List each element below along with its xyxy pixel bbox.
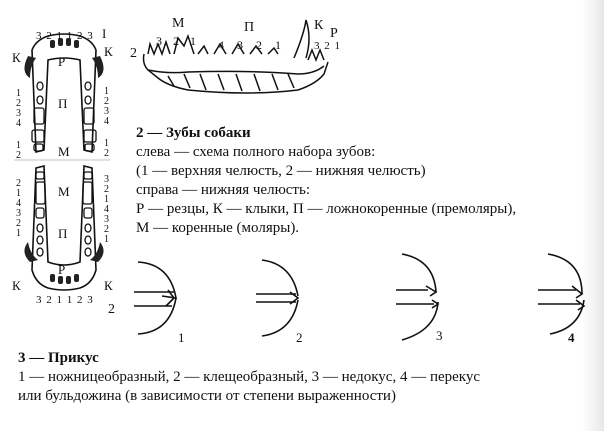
scheme-column-number: 3 xyxy=(104,106,109,117)
scheme-column-number: 1 xyxy=(104,86,109,97)
jaw-letter-k: К xyxy=(314,18,324,33)
caption-line: 1 — ножницеобразный, 2 — клещеобразный, 3 — недокус, 4 — перекус xyxy=(18,369,481,385)
scheme-k-top-left: К xyxy=(12,50,21,65)
caption-line: М — коренные (моляры). xyxy=(136,220,300,236)
bite-number-4: 4 xyxy=(568,330,575,345)
scheme-column-number: 4 xyxy=(16,118,21,129)
scheme-bottom-numbers: 3 2 1 1 2 3 xyxy=(36,294,94,306)
scheme-column-number: 1 xyxy=(104,234,109,245)
caption-line: (1 — верхняя челюсть, 2 — нижняя челюсть) xyxy=(136,163,426,179)
scheme-column-number: 2 xyxy=(16,218,21,229)
scheme-r-top: Р xyxy=(58,54,66,69)
scheme-column-number: 4 xyxy=(104,204,109,215)
figure3-title: 3 — Прикус xyxy=(18,350,99,366)
scheme-m-top: М xyxy=(58,144,70,159)
scheme-column-number: 1 xyxy=(104,194,109,205)
scheme-r-bottom: Р xyxy=(58,262,66,277)
figure2-title: 2 — Зубы собаки xyxy=(136,125,251,141)
scheme-m-bottom: М xyxy=(58,184,70,199)
jaw-letter-p: П xyxy=(244,20,255,35)
scheme-column-number: 1 xyxy=(16,188,21,199)
scheme-column-number: 4 xyxy=(16,198,21,209)
scheme-column-number: 2 xyxy=(16,178,21,189)
figure2-caption xyxy=(136,124,586,238)
figure3-caption xyxy=(18,349,588,406)
scheme-column-number: 2 xyxy=(16,98,21,109)
caption-line: Р — резцы, К — клыки, П — ложнокоренные (премоляры), xyxy=(136,201,517,217)
scheme-column-number: 1 xyxy=(16,88,21,99)
jaw-molar-numbers: 3 2 1 xyxy=(156,34,200,48)
scheme-column-number: 1 xyxy=(16,140,21,151)
jaw-letter-m: М xyxy=(172,16,185,31)
scheme-column-number: 1 xyxy=(104,138,109,149)
scheme-column-number: 2 xyxy=(104,148,109,159)
scheme-column-number: 2 xyxy=(16,150,21,161)
jaw-premolar-numbers: 4 3 2 1 xyxy=(218,38,286,52)
caption-line: слева — схема полного набора зубов: xyxy=(136,144,376,160)
scheme-column-number: 3 xyxy=(104,174,109,185)
jaw-incisor-numbers: 3 2 1 xyxy=(314,40,341,52)
bite-number-2: 2 xyxy=(296,330,303,345)
bite-number-3: 3 xyxy=(436,328,443,343)
scheme-roman-one: I xyxy=(102,26,107,41)
scheme-column-number: 2 xyxy=(104,184,109,195)
jaw-letter-r: Р xyxy=(330,26,338,41)
caption-line: или бульдожина (в зависимости от степени выраженности) xyxy=(18,388,396,404)
scheme-column-number: 3 xyxy=(104,214,109,225)
bite-number-1: 1 xyxy=(178,330,185,345)
scheme-k-bot-left: К xyxy=(12,278,21,293)
scheme-k-bot-right: К xyxy=(104,278,113,293)
bite-diagrams xyxy=(120,250,600,350)
scheme-column-number: 3 xyxy=(16,208,21,219)
scheme-p-bottom: П xyxy=(58,226,68,241)
jaw-label-2: 2 xyxy=(130,46,137,61)
scheme-column-number: 1 xyxy=(16,228,21,239)
bite-row-label: 2 xyxy=(108,302,115,317)
scheme-p-top: П xyxy=(58,96,68,111)
scheme-top-numbers: 3 2 1 1 2 3 xyxy=(36,30,94,42)
scheme-column-number: 4 xyxy=(104,116,109,127)
scheme-column-number: 2 xyxy=(104,224,109,235)
scheme-k-top-right: К xyxy=(104,44,113,59)
caption-line: справа — нижняя челюсть: xyxy=(136,182,310,198)
scheme-column-number: 3 xyxy=(16,108,21,119)
scheme-column-number: 2 xyxy=(104,96,109,107)
